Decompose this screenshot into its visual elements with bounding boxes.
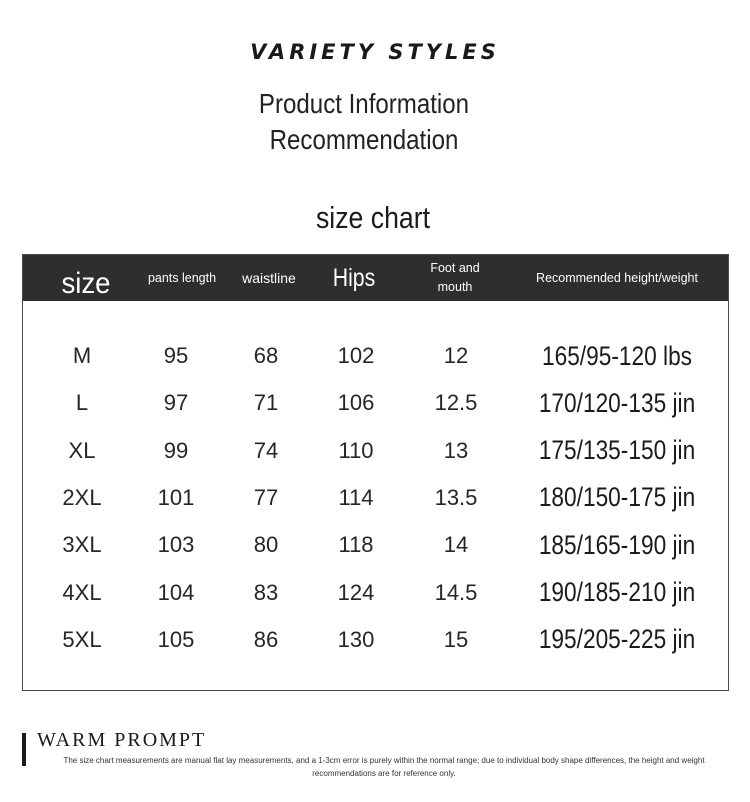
cell-size: 5XL <box>62 626 102 652</box>
table-header <box>23 255 728 301</box>
page-subtitle <box>51 86 677 158</box>
cell-foot: 14 <box>443 532 469 558</box>
cell-size: 3XL <box>62 532 102 558</box>
cell-foot: 12 <box>443 343 469 368</box>
header-foot-line-1: Foot and <box>430 261 480 275</box>
cell-size: L <box>75 390 89 416</box>
cell-foot: 12.5 <box>434 390 478 416</box>
cell-size: M <box>72 343 92 368</box>
subtitle-line-2: Recommendation <box>269 124 459 155</box>
cell-size: 4XL <box>62 579 102 605</box>
cell-pants-length: 97 <box>163 390 189 416</box>
cell-foot: 13 <box>443 437 469 463</box>
header-recommended: Recommended height/weight <box>536 271 698 285</box>
size-chart-title: size chart <box>315 200 431 235</box>
table-row <box>23 573 728 613</box>
cell-hips: 110 <box>338 437 374 463</box>
cell-hips: 118 <box>338 532 374 558</box>
cell-hips: 106 <box>337 390 375 416</box>
cell-recommended: 195/205-225 jin <box>538 624 696 655</box>
cell-foot: 15 <box>443 626 469 652</box>
cell-hips: 124 <box>337 579 375 605</box>
table-row <box>23 431 728 471</box>
cell-foot: 13.5 <box>434 484 478 510</box>
warm-prompt-title: WARM PROMPT <box>37 729 207 751</box>
size-chart-table <box>22 254 729 691</box>
cell-pants-length: 104 <box>157 579 195 605</box>
cell-pants-length: 101 <box>157 484 195 510</box>
cell-hips: 130 <box>337 626 375 652</box>
cell-waistline: 74 <box>253 437 279 463</box>
cell-recommended: 170/120-135 jin <box>538 387 696 418</box>
cell-hips: 114 <box>338 484 374 510</box>
cell-waistline: 83 <box>253 579 279 605</box>
subtitle-line-1: Product Information <box>258 88 470 119</box>
cell-hips: 102 <box>337 343 375 368</box>
table-row <box>23 525 728 565</box>
header-waistline: waistline <box>242 270 296 286</box>
table-row <box>23 383 728 423</box>
cell-pants-length: 105 <box>157 626 195 652</box>
cell-recommended: 190/185-210 jin <box>538 577 696 607</box>
cell-waistline: 77 <box>253 484 279 510</box>
header-foot-line-2: mouth <box>437 280 473 294</box>
cell-recommended: 165/95-120 lbs <box>541 340 693 371</box>
table-row <box>23 336 728 376</box>
cell-recommended: 180/150-175 jin <box>538 482 696 513</box>
cell-waistline: 86 <box>253 626 279 652</box>
cell-recommended: 175/135-150 jin <box>538 435 696 466</box>
header-hips: Hips <box>332 263 376 292</box>
cell-waistline: 68 <box>253 343 279 368</box>
table-row <box>23 620 728 660</box>
table-row <box>23 478 728 518</box>
cell-foot: 14.5 <box>434 579 478 605</box>
header-foot-mouth <box>415 255 495 301</box>
cell-size: XL <box>68 437 96 463</box>
header-size: size <box>61 267 111 300</box>
cell-recommended: 185/165-190 jin <box>538 529 696 560</box>
header-pants-length: pants length <box>147 271 217 285</box>
cell-pants-length: 103 <box>157 532 195 558</box>
cell-pants-length: 99 <box>163 437 189 463</box>
brand-title: VARIETY STYLES <box>250 40 500 64</box>
cell-waistline: 80 <box>253 532 279 558</box>
warm-prompt-text: The size chart measurements are manual flat lay measurements, and a 1-3cm error is purely within the normal range; due to individual body shape differences, the height and weight recommendations are for reference only. <box>63 756 705 778</box>
cell-waistline: 71 <box>253 390 279 416</box>
cell-pants-length: 95 <box>163 343 189 368</box>
warm-prompt-bar <box>22 733 26 766</box>
cell-size: 2XL <box>62 484 102 510</box>
